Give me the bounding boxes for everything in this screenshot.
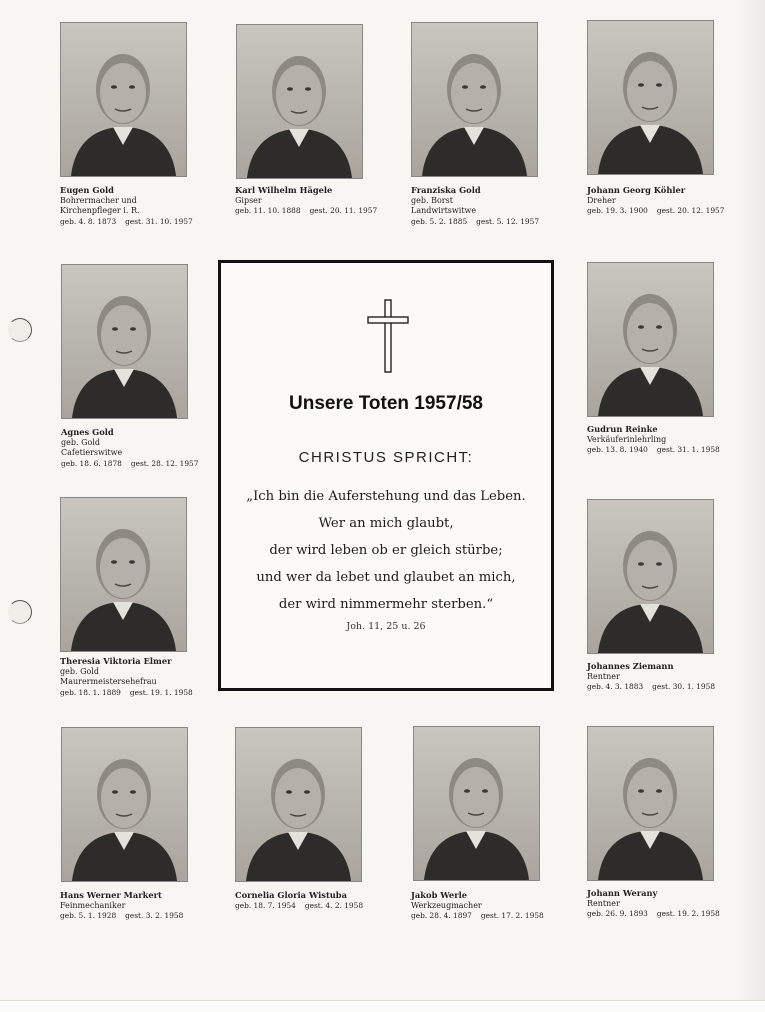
person-name: Eugen Gold xyxy=(60,185,114,195)
person-caption xyxy=(235,890,400,911)
person-detail: Rentner xyxy=(587,671,620,681)
person-caption xyxy=(587,424,752,456)
person-dates xyxy=(587,206,752,217)
birth-date: geb. 18. 7. 1954 xyxy=(235,900,296,910)
person-name: Franziska Gold xyxy=(411,185,481,195)
verse-heading: CHRISTUS SPRICHT: xyxy=(298,449,474,466)
portrait-photo xyxy=(60,497,187,652)
verse-line: der wird nimmermehr sterben.“ xyxy=(278,597,494,612)
person-dates xyxy=(60,911,225,922)
person-name: Johann Werany xyxy=(587,888,658,898)
birth-date: geb. 18. 1. 1889 xyxy=(60,687,121,697)
person-caption xyxy=(587,888,752,920)
birth-date: geb. 19. 3. 1900 xyxy=(587,206,648,216)
person-dates xyxy=(411,911,576,922)
person-name: Gudrun Reinke xyxy=(587,424,658,434)
birth-date: geb. 11. 10. 1888 xyxy=(235,206,301,216)
person-dates xyxy=(61,459,226,470)
person-name: Theresia Viktoria Elmer xyxy=(60,656,172,666)
portrait-photo xyxy=(61,264,188,419)
person-detail: Werkzeugmacher xyxy=(411,900,482,910)
portrait-photo xyxy=(235,727,362,882)
birth-date: geb. 4. 8. 1873 xyxy=(60,216,117,226)
portrait-photo xyxy=(60,22,187,177)
person-detail: Dreher xyxy=(587,195,616,205)
person-name: Cornelia Gloria Wistuba xyxy=(235,890,347,900)
death-date: gest. 20. 12. 1957 xyxy=(656,206,725,216)
person-detail: Rentner xyxy=(587,898,620,908)
death-date: gest. 28. 12. 1957 xyxy=(130,458,199,468)
person-dates xyxy=(60,217,225,228)
page-edge-shadow xyxy=(737,0,765,1011)
person-name: Johann Georg Köhler xyxy=(587,185,686,195)
verse-line: Wer an mich glaubt, xyxy=(318,516,454,531)
person-detail: Gipser xyxy=(235,195,262,205)
death-date: gest. 5. 12. 1957 xyxy=(476,216,540,226)
person-caption xyxy=(235,185,400,217)
person-dates xyxy=(235,901,400,912)
person-dates xyxy=(235,206,400,217)
birth-date: geb. 28. 4. 1897 xyxy=(411,911,472,921)
person-name: Hans Werner Markert xyxy=(60,890,162,900)
portrait-photo xyxy=(587,20,714,175)
person-detail: Maurermeistersehefrau xyxy=(60,677,157,687)
person-detail: geb. Borst xyxy=(411,195,453,205)
verse-line: der wird leben ob er gleich stürbe; xyxy=(269,543,503,558)
death-date: gest. 31. 1. 1958 xyxy=(656,445,720,455)
person-detail: geb. Gold xyxy=(61,437,100,447)
person-caption xyxy=(60,656,225,698)
portrait-photo xyxy=(587,262,714,417)
death-date: gest. 20. 11. 1957 xyxy=(309,206,378,216)
person-caption xyxy=(60,185,225,227)
birth-date: geb. 26. 9. 1893 xyxy=(587,909,648,919)
verse-line: und wer da lebet und glaubet an mich, xyxy=(256,570,516,585)
person-detail: Landwirtswitwe xyxy=(411,206,477,216)
person-dates xyxy=(587,445,752,456)
person-caption xyxy=(60,890,225,922)
portrait-photo xyxy=(61,727,188,882)
portrait-photo xyxy=(236,24,363,179)
person-caption xyxy=(61,427,226,469)
page-title: Unsere Toten 1957/58 xyxy=(289,393,483,414)
death-date: gest. 19. 1. 1958 xyxy=(129,687,193,697)
birth-date: geb. 5. 1. 1928 xyxy=(60,911,117,921)
person-detail: Kirchenpfleger i. R. xyxy=(60,206,140,216)
portrait-photo xyxy=(411,22,538,177)
portrait-photo xyxy=(413,726,540,881)
person-dates xyxy=(587,682,752,693)
person-caption xyxy=(587,185,752,217)
memorial-frame xyxy=(218,260,554,691)
death-date: gest. 3. 2. 1958 xyxy=(125,911,184,921)
person-caption xyxy=(411,185,576,227)
death-date: gest. 17. 2. 1958 xyxy=(480,911,544,921)
punch-hole xyxy=(8,600,32,624)
birth-date: geb. 5. 2. 1885 xyxy=(411,216,468,226)
person-name: Agnes Gold xyxy=(61,427,114,437)
person-detail: Cafetierswitwe xyxy=(61,448,123,458)
person-detail: Bohrermacher und xyxy=(60,195,137,205)
death-date: gest. 30. 1. 1958 xyxy=(652,682,716,692)
person-name: Johannes Ziemann xyxy=(587,661,674,671)
verse-reference: Joh. 11, 25 u. 26 xyxy=(346,621,426,632)
person-dates xyxy=(60,688,225,699)
person-name: Karl Wilhelm Hägele xyxy=(235,185,333,195)
verse-line: „Ich bin die Auferstehung und das Leben. xyxy=(246,489,526,504)
person-detail: geb. Gold xyxy=(60,666,99,676)
page-bottom-edge xyxy=(0,1000,765,1012)
birth-date: geb. 18. 6. 1878 xyxy=(61,458,122,468)
person-name: Jakob Werle xyxy=(411,890,467,900)
birth-date: geb. 13. 8. 1940 xyxy=(587,445,648,455)
birth-date: geb. 4. 3. 1883 xyxy=(587,682,644,692)
person-dates xyxy=(587,909,752,920)
person-caption xyxy=(411,890,576,922)
death-date: gest. 4. 2. 1958 xyxy=(304,900,364,910)
person-detail: Verkäuferinlehrling xyxy=(587,434,667,444)
portrait-photo xyxy=(587,726,714,881)
person-detail: Feinmechaniker xyxy=(60,900,126,910)
portrait-photo xyxy=(587,499,714,654)
person-dates xyxy=(411,217,576,228)
bible-verse xyxy=(221,483,551,618)
punch-hole xyxy=(8,318,32,342)
person-caption xyxy=(587,661,752,693)
cross-icon xyxy=(367,299,409,373)
death-date: gest. 19. 2. 1958 xyxy=(656,909,720,919)
death-date: gest. 31. 10. 1957 xyxy=(125,216,193,226)
